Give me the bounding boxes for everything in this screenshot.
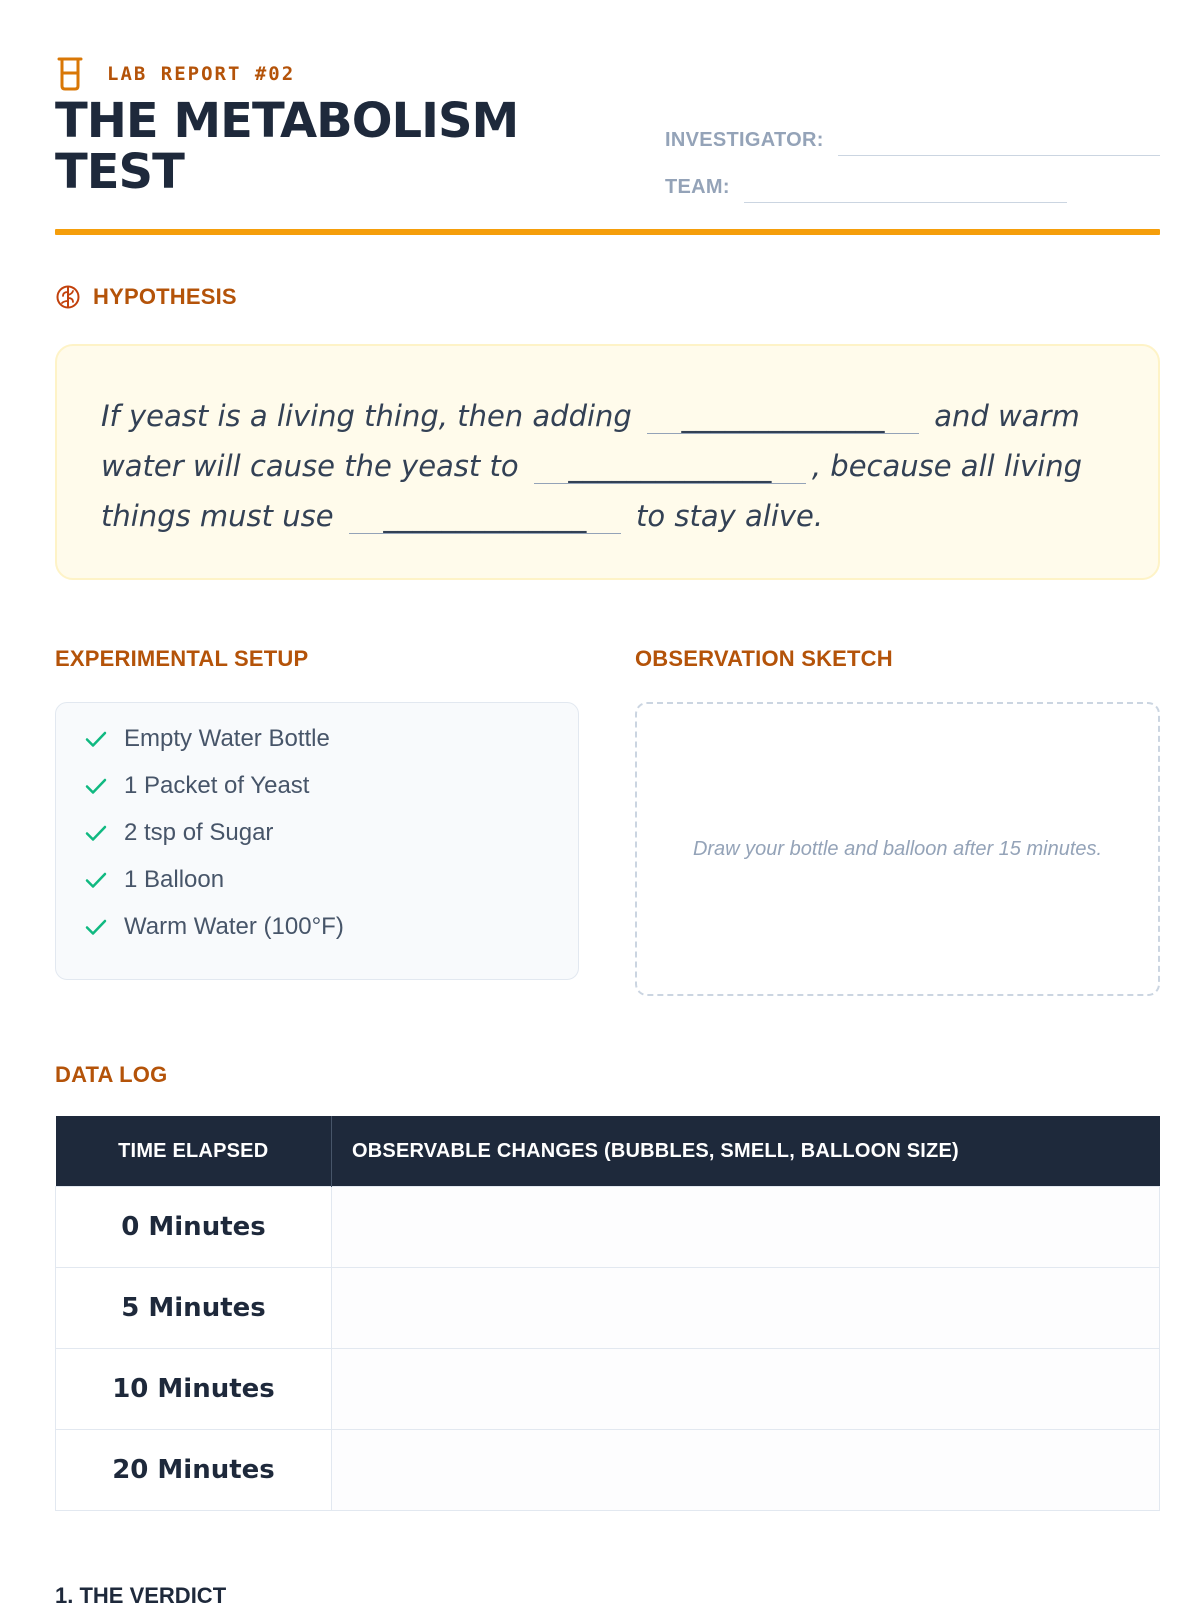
table-row bbox=[56, 1268, 1160, 1349]
title-line-1: THE METABOLISM bbox=[55, 93, 519, 149]
team-input-line[interactable] bbox=[744, 172, 1067, 203]
time-cell: 20 Minutes bbox=[56, 1430, 332, 1511]
time-cell: 10 Minutes bbox=[56, 1349, 332, 1430]
lab-report-page bbox=[55, 0, 1160, 1608]
investigator-field bbox=[665, 118, 1160, 156]
investigator-input-line[interactable] bbox=[838, 125, 1160, 156]
hypothesis-statement bbox=[101, 391, 1114, 541]
team-label: TEAM: bbox=[665, 176, 730, 198]
checkmark-icon bbox=[84, 915, 108, 939]
team-field bbox=[665, 165, 1160, 203]
material-label: Empty Water Bottle bbox=[124, 724, 330, 752]
material-label: 1 Balloon bbox=[124, 865, 225, 893]
column-header-time: TIME ELAPSED bbox=[56, 1116, 332, 1187]
list-item bbox=[84, 856, 578, 903]
checkmark-icon bbox=[84, 774, 108, 798]
material-label: Warm Water (100°F) bbox=[124, 912, 344, 940]
header-divider bbox=[55, 229, 1160, 235]
hypothesis-blank-1[interactable]: ______________ bbox=[647, 399, 919, 434]
observation-cell[interactable] bbox=[332, 1349, 1160, 1430]
brain-icon bbox=[55, 284, 81, 310]
title-line-2: TEST bbox=[55, 144, 184, 200]
table-header-row bbox=[56, 1116, 1160, 1187]
list-item bbox=[84, 809, 578, 856]
list-item bbox=[84, 903, 578, 950]
hypothesis-heading-text: HYPOTHESIS bbox=[93, 284, 237, 309]
data-log-heading: DATA LOG bbox=[55, 1062, 168, 1087]
materials-list bbox=[84, 715, 578, 950]
checkmark-icon bbox=[84, 727, 108, 751]
list-item bbox=[84, 762, 578, 809]
investigator-label: INVESTIGATOR: bbox=[665, 129, 824, 151]
hypothesis-heading bbox=[55, 284, 237, 310]
setup-box bbox=[55, 702, 579, 980]
time-cell: 0 Minutes bbox=[56, 1187, 332, 1268]
hypothesis-part-4: to stay alive. bbox=[636, 499, 824, 533]
student-fields bbox=[665, 118, 1160, 212]
report-eyebrow bbox=[55, 56, 295, 92]
observation-cell[interactable] bbox=[332, 1187, 1160, 1268]
observation-cell[interactable] bbox=[332, 1430, 1160, 1511]
material-label: 1 Packet of Yeast bbox=[124, 771, 310, 799]
sketch-area[interactable] bbox=[635, 702, 1160, 996]
page-title bbox=[55, 93, 615, 200]
setup-heading: EXPERIMENTAL SETUP bbox=[55, 646, 309, 671]
hypothesis-blank-3[interactable]: ______________ bbox=[349, 499, 621, 534]
data-log-table bbox=[55, 1116, 1160, 1511]
sketch-heading: OBSERVATION SKETCH bbox=[635, 646, 893, 671]
observation-cell[interactable] bbox=[332, 1268, 1160, 1349]
time-cell: 5 Minutes bbox=[56, 1268, 332, 1349]
table-row bbox=[56, 1187, 1160, 1268]
hypothesis-box bbox=[55, 344, 1160, 580]
beaker-icon bbox=[55, 56, 85, 92]
table-row bbox=[56, 1349, 1160, 1430]
checkmark-icon bbox=[84, 821, 108, 845]
table-row bbox=[56, 1430, 1160, 1511]
hypothesis-part-1: If yeast is a living thing, then adding bbox=[101, 399, 632, 433]
verdict-heading: 1. THE VERDICT bbox=[55, 1583, 227, 1608]
checkmark-icon bbox=[84, 868, 108, 892]
sketch-hint: Draw your bottle and balloon after 15 minutes. bbox=[692, 837, 1103, 860]
hypothesis-part-3: , because all living things must use bbox=[101, 449, 1083, 533]
column-header-observations: OBSERVABLE CHANGES (BUBBLES, SMELL, BALLOON SIZE) bbox=[332, 1116, 1160, 1187]
list-item bbox=[84, 715, 578, 762]
hypothesis-part-2: and warm water will cause the yeast to bbox=[101, 399, 1080, 483]
report-number: LAB REPORT #02 bbox=[107, 63, 296, 85]
hypothesis-blank-2[interactable]: ______________ bbox=[534, 449, 806, 484]
material-label: 2 tsp of Sugar bbox=[124, 818, 274, 846]
